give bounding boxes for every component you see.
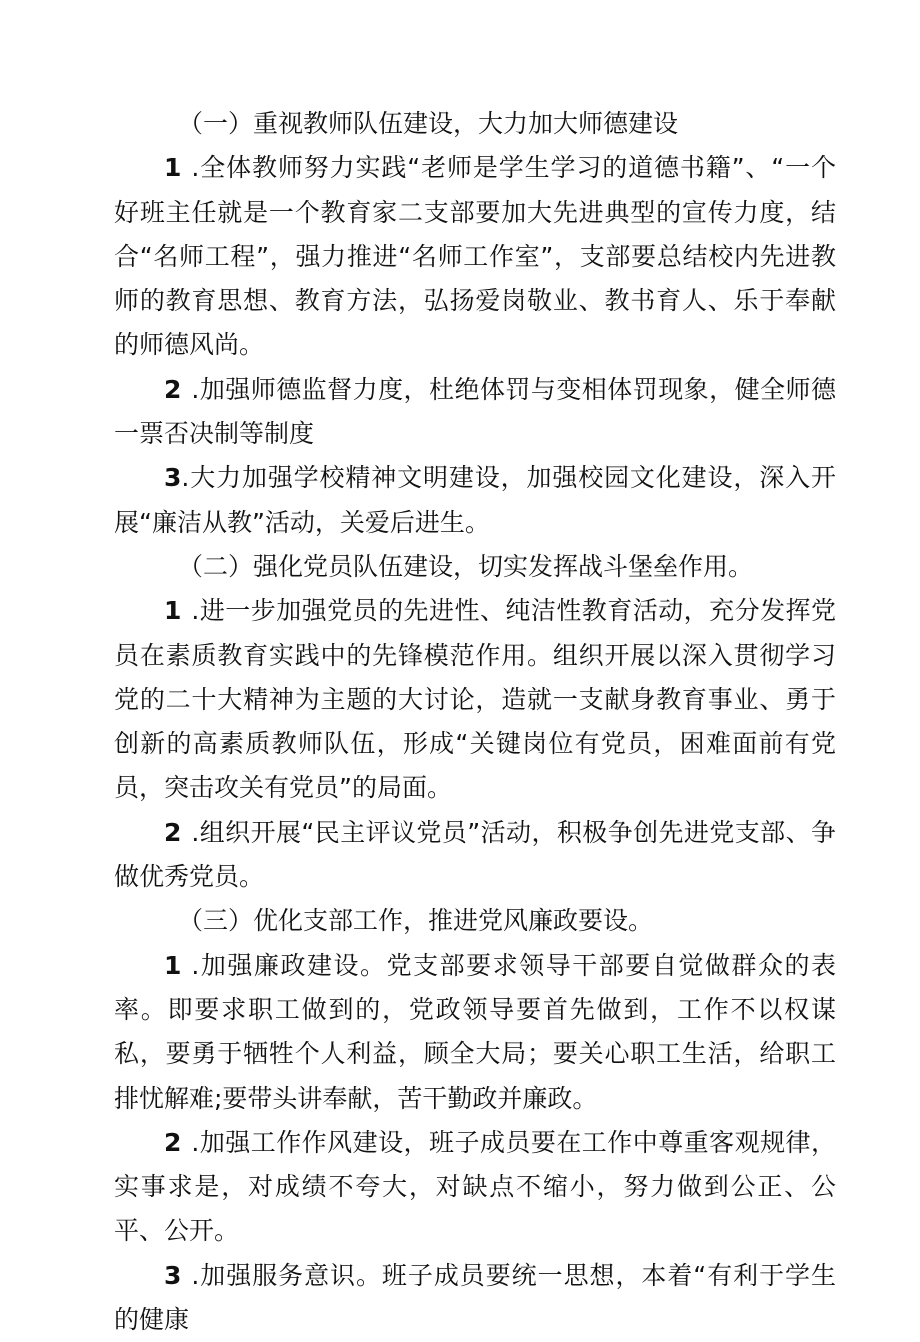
item-text: .大力加强学校精神文明建设，加强校园文化建设，深入开展“廉洁从教”活动，关爱后进生。	[114, 463, 836, 537]
document-body	[114, 102, 836, 1342]
item-text: .全体教师努力实践“老师是学生学习的道德书籍”、“一个好班主任就是一个教育家二支部要加大先进典型的宣传力度，结合“名师工程”，强力推进“名师工作室”，支部要总结校内先进教师的教育思想、教育方法，弘扬爱岗敬业、教书育人、乐于奉献的师德风尚。	[114, 153, 836, 360]
item-number: 2	[164, 1127, 182, 1157]
item-text: .加强工作作风建设，班子成员要在工作中尊重客观规律，实事求是，对成绩不夸大，对缺点不缩小，努力做到公正、公平、公开。	[114, 1127, 836, 1246]
list-item	[114, 456, 836, 545]
item-text: .加强服务意识。班子成员要统一思想，本着“有利于学生的健康	[114, 1260, 836, 1335]
list-item	[114, 811, 836, 900]
list-item	[114, 589, 836, 810]
list-item	[114, 944, 836, 1121]
list-item	[114, 1121, 836, 1254]
item-text: .加强师德监督力度，杜绝体罚与变相体罚现象，健全师德一票否决制等制度	[114, 374, 836, 449]
section-heading: （二）强化党员队伍建设，切实发挥战斗堡垒作用。	[178, 551, 754, 581]
item-text: .加强廉政建设。党支部要求领导干部要自觉做群众的表率。即要求职工做到的，党政领导要首先做到，工作不以权谋私，要勇于牺牲个人利益，顾全大局；要关心职工生活，给职工排忧解难;要带头讲奉献，苦干勤政并廉政。	[114, 950, 836, 1113]
list-item	[114, 146, 836, 367]
item-number: 2	[164, 817, 182, 847]
list-item	[114, 368, 836, 457]
item-number: 1	[164, 596, 182, 626]
section-heading: （一）重视教师队伍建设，大力加大师德建设	[178, 109, 679, 138]
item-text: .进一步加强党员的先进性、纯洁性教育活动，充分发挥党员在素质教育实践中的先锋模范作用。组织开展以深入贯彻学习党的二十大精神为主题的大讨论，造就一支献身教育事业、勇于创新的高素质教师队伍，形成“关键岗位有党员，困难面前有党员，突击攻关有党员”的局面。	[114, 596, 836, 803]
list-item	[114, 1254, 836, 1342]
item-number: 3	[164, 1260, 182, 1290]
item-number: 3	[164, 463, 182, 493]
item-number: 2	[164, 374, 182, 404]
section-heading: （三）优化支部工作，推进党风廉政要设。	[178, 906, 654, 936]
item-number: 1	[164, 153, 182, 183]
item-number: 1	[164, 950, 182, 980]
item-text: .组织开展“民主评议党员”活动，积极争创先进党支部、争做优秀党员。	[114, 817, 836, 892]
